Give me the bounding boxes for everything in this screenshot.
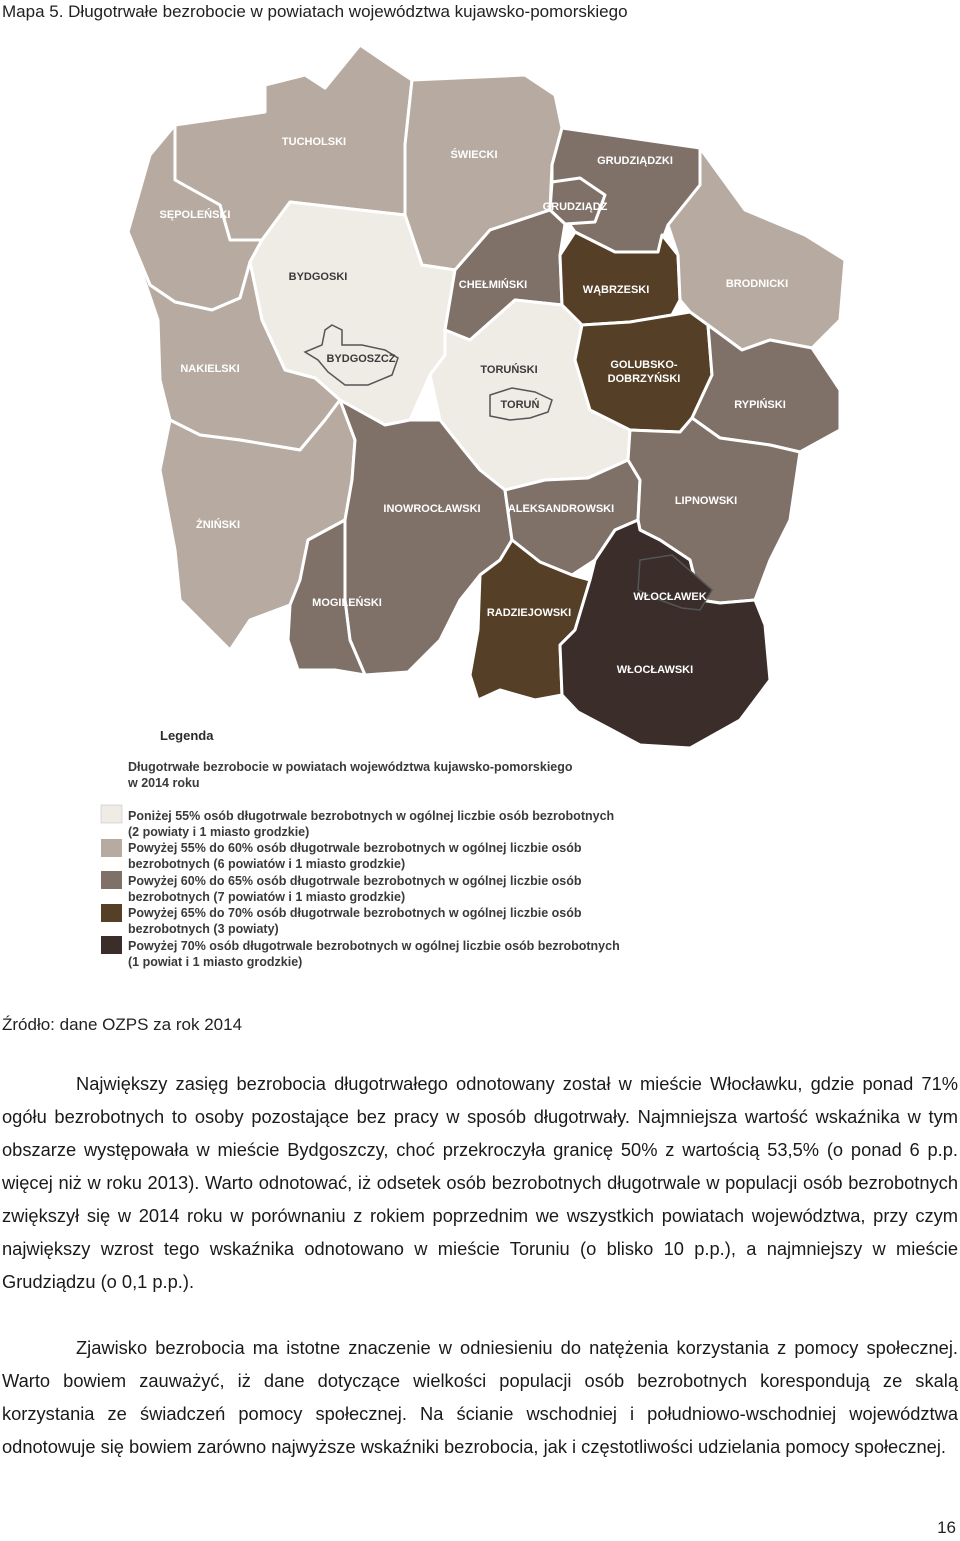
- label-grudziadz: GRUDZIĄDZ: [542, 201, 608, 213]
- label-rypinski: RYPIŃSKI: [734, 399, 786, 411]
- legend-item-4-line1: Powyżej 65% do 70% osób długotrwale bezrobotnych w ogólnej liczbie osób: [128, 906, 582, 920]
- label-swiecki: ŚWIECKI: [450, 149, 498, 161]
- label-zninski: ŻNIŃSKI: [196, 519, 240, 531]
- legend-item-5-line2: (1 powiat i 1 miasto grodzkie): [128, 955, 303, 969]
- source-note: Źródło: dane OZPS za rok 2014: [2, 1015, 243, 1034]
- legend-item-4-line2: bezrobotnych (3 powiaty): [128, 922, 279, 936]
- legend-swatch-5: [101, 936, 122, 954]
- label-golub-line1: GOLUBSKO-: [610, 359, 678, 371]
- map-caption: Mapa 5. Długotrwałe bezrobocie w powiatach województwa kujawsko-pomorskiego: [2, 2, 628, 21]
- label-brodnicki: BRODNICKI: [725, 278, 789, 290]
- legend-item-3-line2: bezrobotnych (7 powiatów i 1 miasto grodzkie): [128, 890, 406, 904]
- legend-swatch-1: [101, 805, 122, 823]
- legend-item-1-line1: Poniżej 55% osób długotrwale bezrobotnych w ogólnej liczbie osób bezrobotnych: [128, 809, 615, 823]
- legend-item-1-line2: (2 powiaty i 1 miasto grodzkie): [128, 825, 310, 839]
- label-sepolenski: SĘPOLEŃSKI: [159, 209, 231, 221]
- page-number: 16: [937, 1518, 956, 1537]
- legend-swatch-3: [101, 871, 122, 889]
- legend-item-3-line1: Powyżej 60% do 65% osób długotrwale bezrobotnych w ogólnej liczbie osób: [128, 874, 582, 888]
- label-grudziadzki: GRUDZIĄDZKI: [597, 155, 673, 167]
- legend-title-line2: w 2014 roku: [128, 776, 200, 790]
- label-golub-line2: DOBRZYŃSKI: [607, 373, 681, 385]
- label-chelminski: CHEŁMIŃSKI: [458, 279, 528, 291]
- label-wloclawek: WŁOCŁAWEK: [633, 591, 707, 603]
- legend-item-2-line2: bezrobotnych (6 powiatów i 1 miasto grodzkie): [128, 857, 406, 871]
- legend-item-2-line1: Powyżej 55% do 60% osób długotrwale bezrobotnych w ogólnej liczbie osób: [128, 841, 582, 855]
- legend-swatch-4: [101, 904, 122, 922]
- legend-heading: Legenda: [160, 728, 214, 743]
- label-nakielski: NAKIELSKI: [180, 363, 240, 375]
- legend-item-5-line1: Powyżej 70% osób długotrwale bezrobotnych w ogólnej liczbie osób bezrobotnych: [128, 939, 620, 953]
- paragraph-2: Zjawisko bezrobocia ma istotne znaczenie w odniesieniu do natężenia korzystania z pomocy społecznej. Warto bowiem zauważyć, iż dane dotyczące wielkości populacji osób bezrobotnych korespondują ze skalą korzystania ze świadczeń pomocy społecznej. Na ścianie wschodniej i południowo-wschodniej województwa odnotowuje się bowiem zarówno najwyższe wskaźniki bezrobocia, jak i częstotliwości udzielania pomocy społecznej.: [2, 1337, 958, 1457]
- label-bydgoszcz: BYDGOSZCZ: [326, 353, 396, 365]
- label-torunski: TORUŃSKI: [480, 364, 538, 376]
- paragraph-1: Największy zasięg bezrobocia długotrwałego odnotowany został w mieście Włocławku, gdzie ponad 71% ogółu bezrobotnych to osoby pozostające bez pracy w sposób długotrwały. Najmniejsza wartość wskaźnika w tym obszarze występowała w mieście Bydgoszczy, choć przekroczyła granicę 50% z wartością 53,5% (o ponad 6 p.p. więcej niż w roku 2013). Warto odnotować, iż odsetek osób bezrobotnych długotrwale w populacji osób bezrobotnych zwiększył się w 2014 roku w porównaniu z rokiem poprzednim we wszystkich powiatach województwa, przy czym największy wzrost tego wskaźnika odnotowano w mieście Toruniu (o blisko 10 p.p.), a najmniejszy w mieście Grudziądzu (o 0,1 p.p.).: [2, 1073, 958, 1292]
- label-radziejowski: RADZIEJOWSKI: [486, 607, 572, 619]
- region-golub-dobrzynski: [575, 312, 712, 432]
- label-aleksandrowski: ALEKSANDROWSKI: [507, 503, 615, 515]
- label-wabrzeski: WĄBRZESKI: [582, 284, 650, 296]
- label-torun: TORUŃ: [500, 399, 540, 411]
- label-wloclawski: WŁOCŁAWSKI: [616, 664, 694, 676]
- label-inowroclawski: INOWROCŁAWSKI: [383, 503, 481, 515]
- label-tucholski: TUCHOLSKI: [281, 136, 347, 148]
- label-lipnowski: LIPNOWSKI: [674, 495, 738, 507]
- legend-title-line1: Długotrwałe bezrobocie w powiatach województwa kujawsko-pomorskiego: [128, 760, 573, 774]
- label-bydgoski: BYDGOSKI: [288, 271, 348, 283]
- label-mogilenski: MOGILEŃSKI: [312, 597, 382, 609]
- legend-swatch-2: [101, 839, 122, 857]
